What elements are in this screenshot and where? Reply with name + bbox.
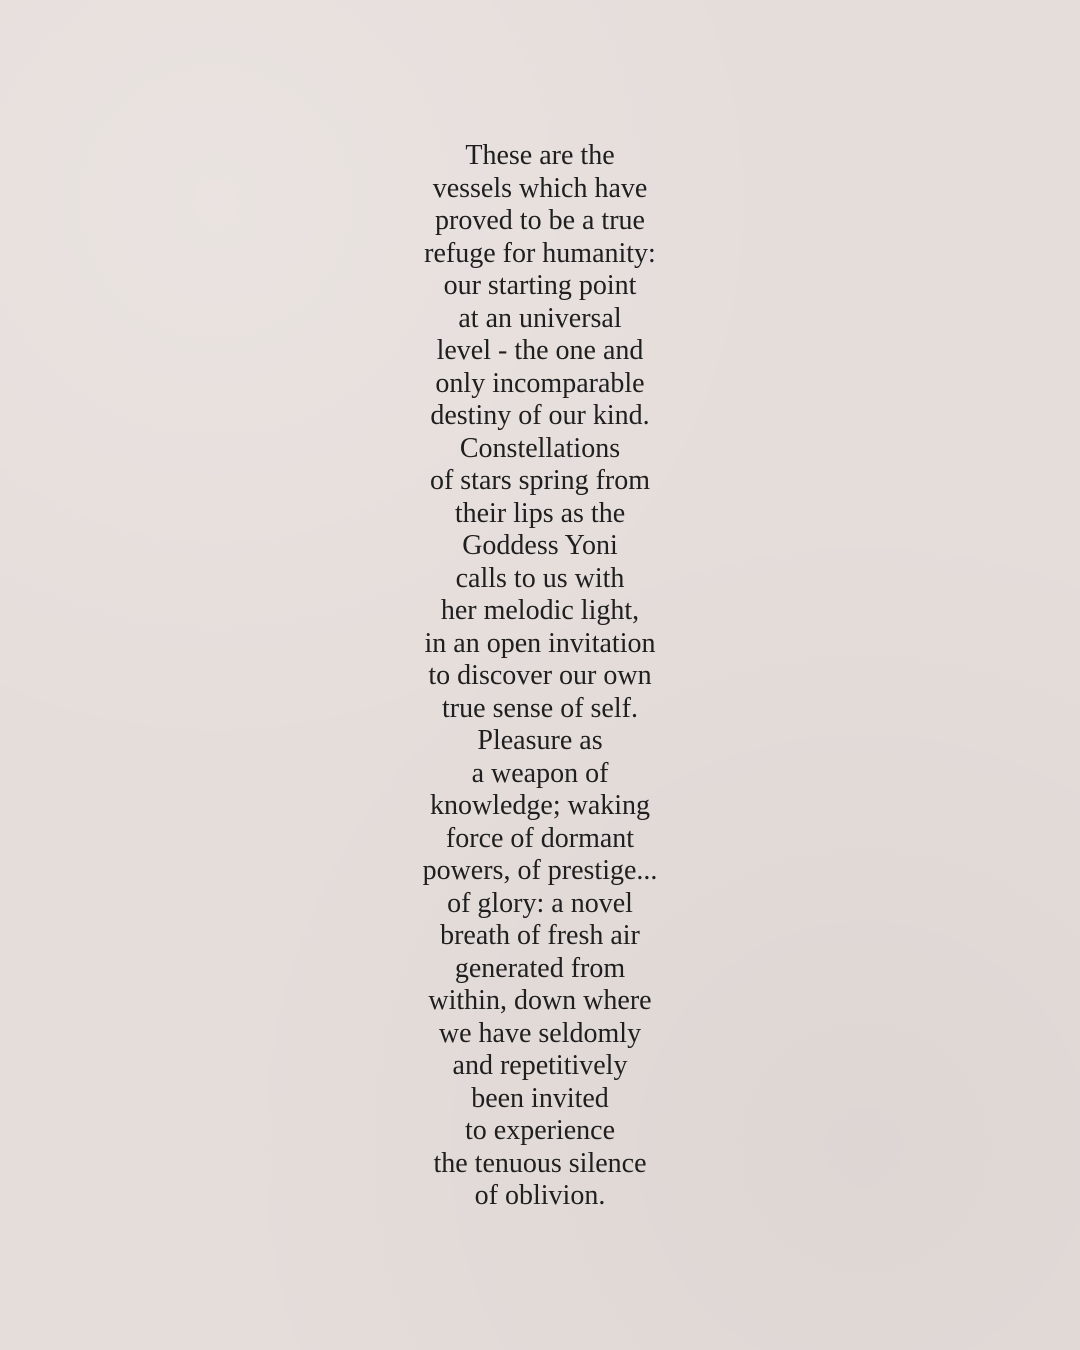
poem-line: force of dormant bbox=[445, 822, 635, 854]
poem-line: of glory: a novel bbox=[447, 887, 633, 919]
poem-text-block bbox=[0, 140, 1080, 1213]
poem-line: at an universal bbox=[458, 302, 622, 334]
poem-line: powers, of prestige... bbox=[422, 855, 658, 886]
poem-line: calls to us with bbox=[455, 562, 625, 594]
poem-line: proved to be a true bbox=[435, 205, 645, 236]
poem-line: generated from bbox=[454, 952, 626, 984]
poem-line: destiny of our kind. bbox=[430, 400, 650, 431]
poem-line: refuge for humanity: bbox=[424, 237, 656, 269]
poem-line: within, down where bbox=[428, 985, 652, 1016]
poem-line: true sense of self. bbox=[442, 692, 638, 724]
poem-line: to experience bbox=[464, 1115, 616, 1146]
poem-line: we have seldomly bbox=[438, 1017, 642, 1049]
poem-line: level - the one and bbox=[436, 335, 644, 366]
poem-line: the tenuous silence bbox=[433, 1147, 647, 1179]
poem-line: in an open invitation bbox=[424, 627, 656, 659]
poem-line: These are the bbox=[465, 140, 615, 171]
poem-line: Goddess Yoni bbox=[462, 530, 618, 561]
poem-line: her melodic light, bbox=[440, 595, 640, 626]
poem-line: of oblivion. bbox=[474, 1180, 606, 1211]
poem-line: of stars spring from bbox=[429, 465, 651, 496]
poem-line: Constellations bbox=[459, 432, 621, 464]
poem-line: our starting point bbox=[443, 270, 637, 301]
poem-line: their lips as the bbox=[454, 497, 626, 529]
poem-line: a weapon of bbox=[471, 757, 609, 789]
poem-line: Pleasure as bbox=[477, 725, 603, 756]
poem-line: breath of fresh air bbox=[440, 920, 640, 951]
poem-line: and repetitively bbox=[452, 1050, 628, 1081]
poem-line: been invited bbox=[471, 1082, 609, 1114]
poem-line: knowledge; waking bbox=[429, 790, 651, 821]
poem-line: to discover our own bbox=[428, 660, 652, 691]
poem-line: vessels which have bbox=[432, 172, 648, 204]
poem-line: only incomparable bbox=[435, 367, 645, 399]
